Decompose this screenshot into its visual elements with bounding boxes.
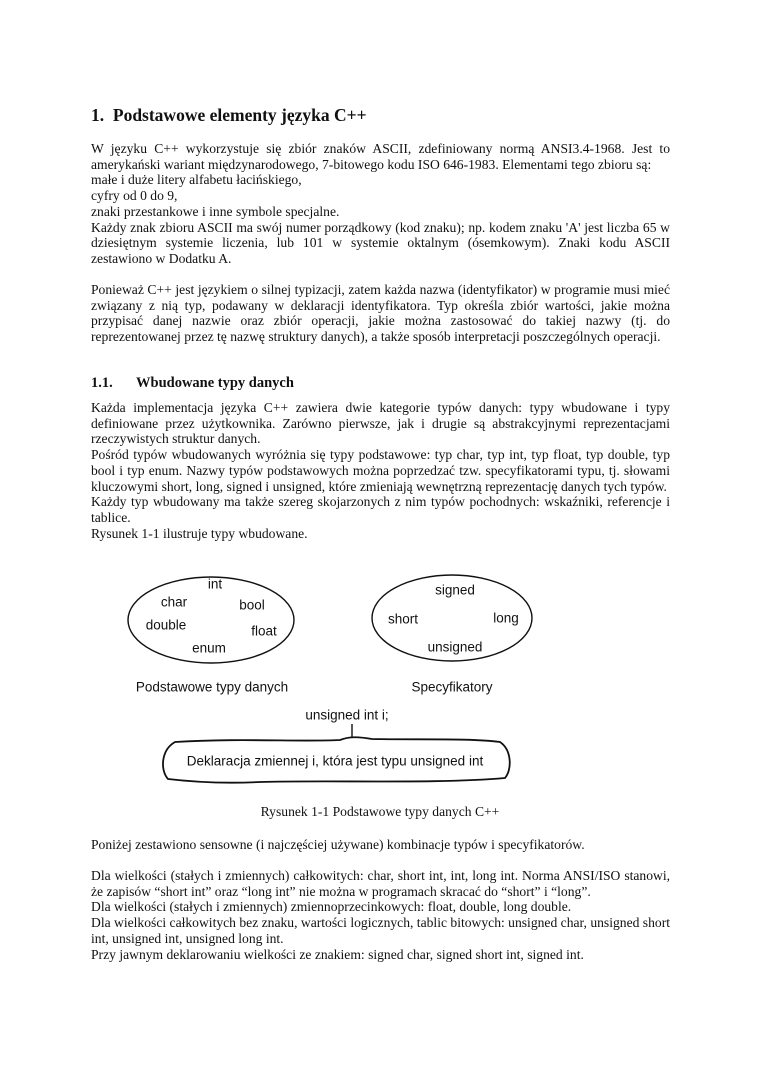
type-label: enum bbox=[192, 640, 226, 656]
specifier-label: unsigned bbox=[427, 639, 483, 655]
list-item: znaki przestankowe i inne symbole specjalne. bbox=[91, 203, 340, 219]
paragraph-signed: Przy jawnym deklarowaniu wielkości ze znakiem: signed char, signed short int, signed int. bbox=[91, 946, 584, 962]
paragraph-integer: Dla wielkości (stałych i zmiennych) całkowitych: char, short int, int, long int. Norma ANSI/ISO stanowi, że zapisów “short int” oraz “long int” nie można w programach skracać do “short” i “long”. bbox=[91, 868, 670, 899]
paragraph-derived-types: Każdy typ wbudowany ma także szereg skojarzonych z nim typów pochodnych: wskaźniki, referencje i tablice. bbox=[91, 494, 670, 525]
type-label: int bbox=[207, 576, 223, 592]
paragraph-basic-types: Pośród typów wbudowanych wyróżnia się typy podstawowe: typ char, typ int, typ float, typ double, typ bool i typ enum. Nazwy typów podstawowych można poprzedzać tzw. specyfikatorami typu, tj. słowami kluczowymi short, long, signed i unsigned, które zmieniają wewnętrzną reprezentację danych tych typów. bbox=[91, 447, 670, 494]
type-label: float bbox=[251, 623, 277, 639]
heading-title: Podstawowe elementy języka C++ bbox=[112, 105, 367, 125]
type-label: double bbox=[145, 617, 187, 633]
intro-line-1: W języku C++ wykorzystuje się zbiór znaków ASCII, zdefiniowany normą ANSI3.4-1968. Jest to bbox=[91, 141, 670, 156]
list-item: małe i duże litery alfabetu łacińskiego, bbox=[91, 172, 302, 188]
declaration-code: unsigned int i; bbox=[305, 707, 389, 723]
specifier-label: short bbox=[387, 611, 419, 627]
paragraph-unsigned: Dla wielkości całkowitych bez znaku, wartości logicznych, tablic bitowych: unsigned char, unsigned short int, unsigned int, unsigned long int. bbox=[91, 915, 670, 946]
paragraph-figure-ref: Rysunek 1-1 ilustruje typy wbudowane. bbox=[91, 525, 308, 541]
combos-block bbox=[91, 868, 670, 962]
combos-intro bbox=[91, 837, 670, 853]
paragraph-float: Dla wielkości (stałych i zmiennych) zmiennoprzecinkowych: float, double, long double. bbox=[91, 899, 572, 915]
specifiers-label: Specyfikatory bbox=[411, 679, 493, 695]
paragraph-text: Poniżej zestawiono sensowne (i najczęściej używane) kombinacje typów i specyfikatorów. bbox=[91, 837, 585, 852]
heading-number: 1. bbox=[91, 105, 105, 125]
basic-types-label: Podstawowe typy danych bbox=[135, 679, 289, 695]
paragraph-ascii: Każdy znak zbioru ASCII ma swój numer porządkowy (kod znaku); np. kodem znaku 'A' jest liczba 65 w dziesiętnym systemie liczenia, lub 101 w systemie oktalnym (ósemkowym). Znaki kodu ASCII zestawiono w Dodatku A. bbox=[91, 219, 670, 266]
figure-caption: Rysunek 1-1 Podstawowe typy danych C++ bbox=[260, 804, 500, 819]
specifier-label: long bbox=[493, 610, 519, 626]
type-label: char bbox=[160, 594, 188, 610]
paragraph-categories: Każda implementacja języka C++ zawiera dwie kategorie typów danych: typy wbudowane i typy definiowane przez użytkownika. Zarówno pierwsze, jak i drugie są abstrakcyjnymi reprezentacjami rzeczywistych struktur danych. bbox=[91, 400, 670, 447]
paragraph-text: Ponieważ C++ jest językiem o silnej typizacji, zatem każda nazwa (identyfikator) w programie musi mieć związany z nią typ, podawany w deklaracji identyfikatora. Typ określa zbiór wartości, jakie można przypisać danej nazwie oraz zbiór operacji, jakie można zastosować do takiej nazwy (tj. do reprezentowanej przez tę nazwę struktury danych), a także sposób interpretacji poszczególnych operacji. bbox=[91, 282, 670, 345]
type-label: bool bbox=[239, 597, 265, 613]
intro-line-2: amerykański wariant międzynarodowego, 7-bitowego kodu ISO 646-1983. Elementami tego zbioru są: bbox=[91, 156, 652, 172]
heading-title: Wbudowane typy danych bbox=[136, 375, 294, 391]
list-item: cyfry od 0 do 9, bbox=[91, 188, 178, 204]
callout-text: Deklaracja zmiennej i, która jest typu unsigned int bbox=[186, 753, 484, 769]
specifier-label: signed bbox=[435, 582, 475, 598]
heading-number: 1.1. bbox=[91, 375, 113, 391]
